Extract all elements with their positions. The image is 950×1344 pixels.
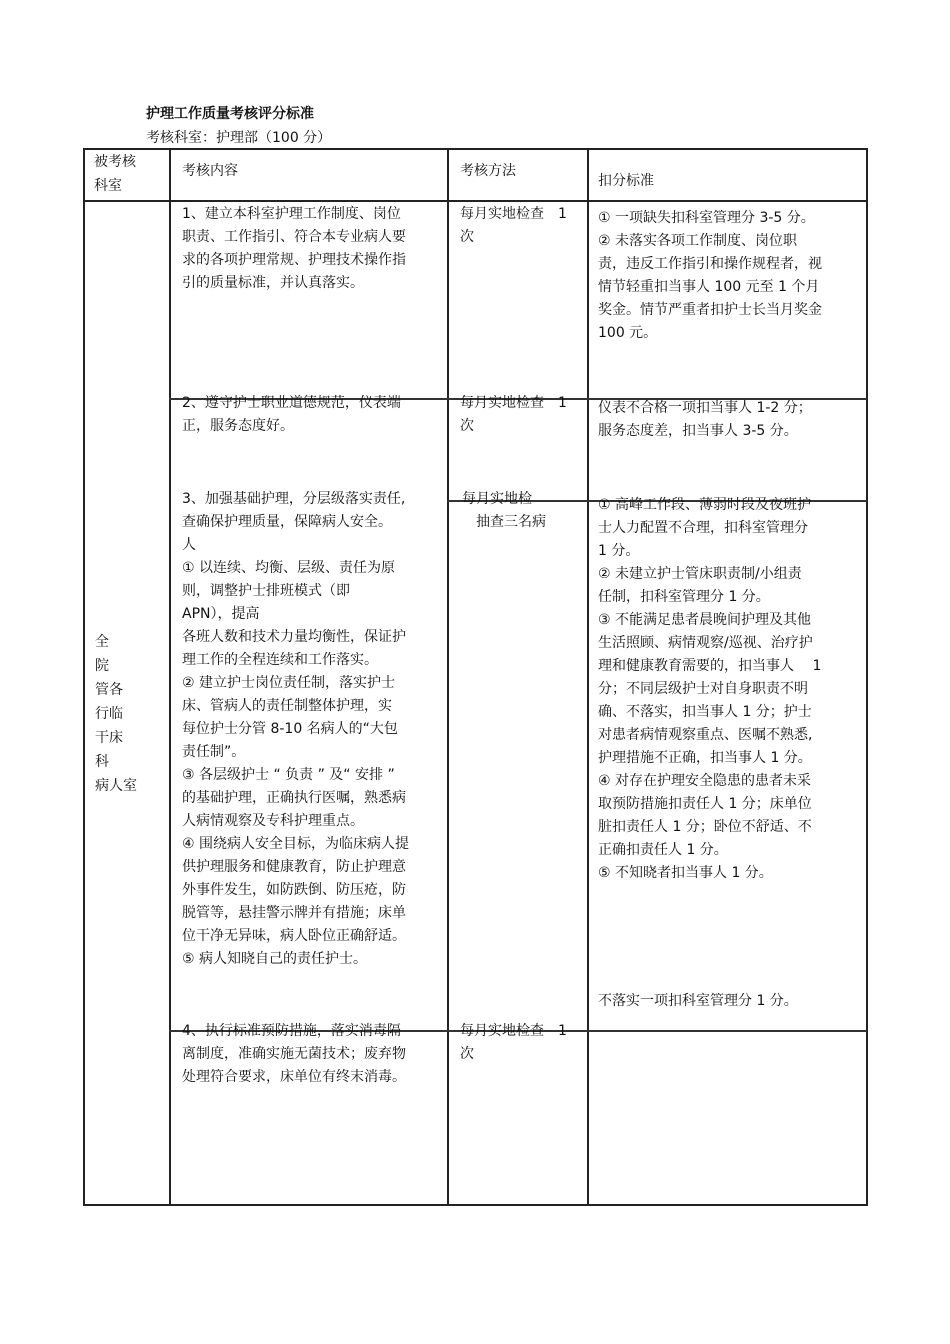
- cell-line: ⑤ 不知晓者扣当事人 1 分。: [598, 865, 773, 881]
- column-divider-3: [587, 148, 589, 1206]
- column-divider-1: [169, 148, 171, 1206]
- header-content: 考核内容: [182, 163, 238, 179]
- cell-line: 1 分。: [598, 543, 640, 559]
- cell-line: 各班人数和技术力量均衡性，保证护: [182, 629, 406, 645]
- department-line: 院: [95, 658, 109, 674]
- department-line: 病人室: [95, 778, 137, 794]
- header-method: 考核方法: [460, 163, 516, 179]
- row4-method: [460, 1020, 567, 1066]
- cell-line: 奖金。情节严重者扣护士长当月奖金: [598, 302, 822, 318]
- cell-line: 每月实地检查 1: [460, 395, 567, 411]
- cell-line: ④ 围绕病人安全目标，为临床病人提: [182, 836, 410, 852]
- row3-method: [462, 488, 546, 534]
- cell-line: ③ 不能满足患者晨晚间护理及其他: [598, 612, 812, 628]
- cell-line: 士人力配置不合理，扣科室管理分: [598, 520, 808, 536]
- cell-line: 职责、工作指引、符合本专业病人要: [182, 229, 406, 245]
- cell-line: 责任制”。: [182, 744, 246, 760]
- row3-deduction: [598, 494, 821, 885]
- cell-line: 处理符合要求，床单位有终末消毒。: [182, 1069, 406, 1085]
- cell-line: ⑤ 病人知晓自己的责任护士。: [182, 951, 368, 967]
- cell-line: 引的质量标准，并认真落实。: [182, 275, 364, 291]
- cell-line: 次: [460, 1046, 474, 1062]
- cell-line: ① 高峰工作段、薄弱时段及夜班护: [598, 497, 812, 513]
- cell-line: 脱管等，悬挂警示牌并有措施；床单: [182, 905, 406, 921]
- cell-line: 人: [182, 537, 196, 553]
- department-line: 行临: [95, 706, 123, 722]
- department-line: 全: [95, 634, 109, 650]
- header-deduction: 扣分标准: [598, 173, 654, 189]
- cell-line: 理和健康教育需要的，扣当事人 1: [598, 658, 822, 674]
- table-border-bottom: [83, 1204, 868, 1206]
- cell-line: 抽查三名病: [476, 514, 546, 530]
- cell-line: 外事件发生，如防跌倒、防压疮，防: [182, 882, 406, 898]
- cell-line: 100 元。: [598, 325, 658, 341]
- header-department: [94, 150, 136, 198]
- cell-line: 不落实一项扣科室管理分 1 分。: [598, 993, 798, 1009]
- department-line: 管各: [95, 682, 123, 698]
- row4-deduction: [598, 990, 798, 1013]
- document-subtitle: 考核科室：护理部（100 分）: [146, 130, 332, 146]
- cell-line: 查确保护理质量，保障病人安全。: [182, 514, 392, 530]
- cell-line: 1、建立本科室护理工作制度、岗位: [182, 206, 401, 222]
- cell-line: APN），提高: [182, 606, 260, 622]
- table-border-left: [83, 148, 85, 1206]
- cell-line: ④ 对存在护理安全隐患的患者未采: [598, 773, 812, 789]
- cell-line: 任制，扣科室管理分 1 分。: [598, 589, 770, 605]
- cell-line: ③ 各层级护士 “ 负责 ” 及“ 安排 ”: [182, 767, 395, 783]
- cell-line: 则，调整护士排班模式（即: [182, 583, 350, 599]
- row4-content: [182, 1020, 406, 1089]
- cell-line: 2、遵守护士职业道德规范，仪表端: [182, 395, 401, 411]
- cell-line: 次: [460, 418, 474, 434]
- cell-line: ② 建立护士岗位责任制，落实护士: [182, 675, 396, 691]
- cell-line: 理工作的全程连续和工作落实。: [182, 652, 378, 668]
- cell-line: 生活照顾、病情观察/巡视、治疗护: [598, 635, 813, 651]
- row1-method: [460, 203, 567, 249]
- cell-line: 位干净无异味，病人卧位正确舒适。: [182, 928, 406, 944]
- cell-line: 4、执行标准预防措施，落实消毒隔: [182, 1023, 401, 1039]
- cell-line: 护理措施不正确，扣当事人 1 分。: [598, 750, 812, 766]
- row1-content: [182, 203, 406, 295]
- cell-line: 人病情观察及专科护理重点。: [182, 813, 364, 829]
- cell-line: 床、管病人的责任制整体护理，实: [182, 698, 392, 714]
- document-title: 护理工作质量考核评分标准: [146, 106, 314, 122]
- row2-content: [182, 392, 401, 438]
- cell-line: 每月实地检: [462, 491, 532, 507]
- cell-line: 仪表不合格一项扣当事人 1-2 分；: [598, 400, 812, 416]
- cell-line: 每月实地检查 1: [460, 1023, 567, 1039]
- cell-line: 次: [460, 229, 474, 245]
- cell-line: 取预防措施扣责任人 1 分；床单位: [598, 796, 812, 812]
- table-border-top: [83, 148, 868, 150]
- cell-line: 离制度，准确实施无菌技术；废弃物: [182, 1046, 406, 1062]
- cell-line: 分；不同层级护士对自身职责不明: [598, 681, 808, 697]
- cell-line: ② 未落实各项工作制度、岗位职: [598, 233, 798, 249]
- row2-deduction: [598, 397, 812, 443]
- row2-method: [460, 392, 567, 438]
- header-department-line2: 科室: [94, 178, 122, 194]
- cell-line: 每位护士分管 8-10 名病人的“大包: [182, 721, 398, 737]
- cell-line: 的基础护理，正确执行医嘱，熟悉病: [182, 790, 406, 806]
- department-line: 科: [95, 754, 109, 770]
- table-border-right: [866, 148, 868, 1206]
- cell-line: ② 未建立护士管床职责制/小组责: [598, 566, 802, 582]
- cell-line: 确、不落实，扣当事人 1 分；护士: [598, 704, 812, 720]
- header-divider: [83, 200, 868, 202]
- department-line: 干床: [95, 730, 123, 746]
- cell-line: ① 以连续、均衡、层级、责任为原: [182, 560, 396, 576]
- cell-line: 3、加强基础护理，分层级落实责任,: [182, 491, 406, 507]
- cell-line: 责，违反工作指引和操作规程者，视: [598, 256, 822, 272]
- cell-line: 正，服务态度好。: [182, 418, 294, 434]
- cell-line: 每月实地检查 1: [460, 206, 567, 222]
- cell-line: 服务态度差，扣当事人 3-5 分。: [598, 423, 798, 439]
- row1-deduction: [598, 207, 822, 345]
- department-cell: [95, 630, 137, 798]
- cell-line: 对患者病情观察重点、医嘱不熟悉,: [598, 727, 813, 743]
- column-divider-2: [447, 148, 449, 1206]
- cell-line: 求的各项护理常规、护理技术操作指: [182, 252, 406, 268]
- cell-line: 正确扣责任人 1 分。: [598, 842, 728, 858]
- cell-line: 供护理服务和健康教育，防止护理意: [182, 859, 406, 875]
- cell-line: 脏扣责任人 1 分；卧位不舒适、不: [598, 819, 812, 835]
- cell-line: ① 一项缺失扣科室管理分 3-5 分。: [598, 210, 815, 226]
- header-department-line1: 被考核: [94, 154, 136, 170]
- cell-line: 情节轻重扣当事人 100 元至 1 个月: [598, 279, 820, 295]
- row3-content: [182, 488, 409, 971]
